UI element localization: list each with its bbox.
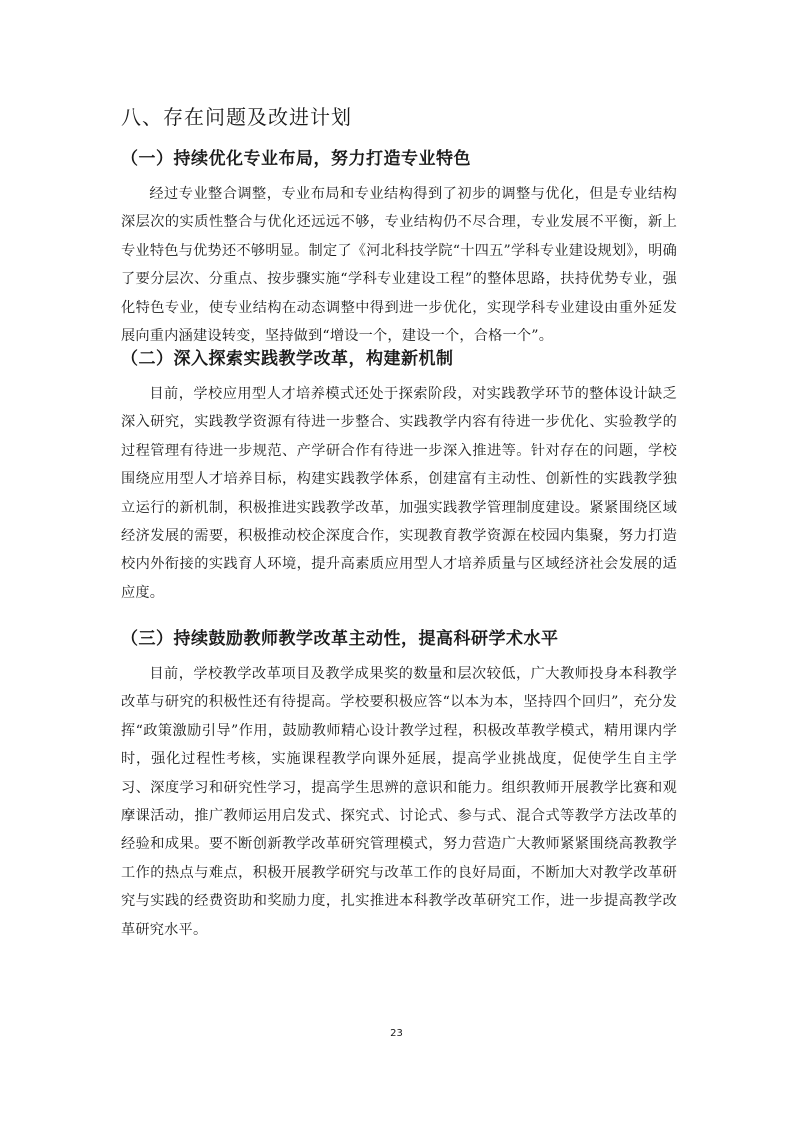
section-heading-2: （二）深入探索实践教学改革，构建新机制	[121, 349, 454, 369]
section-paragraph-1: 经过专业整合调整，专业布局和专业结构得到了初步的调整与优化，但是专业结构深层次的实质性整合与优化还远远不够，专业结构仍不尽合理，专业发展不平衡，新上专业特色与优势还不够明显。制定了《河北科技学院“十四五”学科专业建设规划》，明确了要分层次、分重点、按步骤实施“学科专业建设工程”的整体思路，扶持优势专业，强化特色专业，使专业结构在动态调整中得到进一步优化，实现学科专业建设由重外延发展向重内涵建设转变，坚持做到“增设一个，建设一个，合格一个”。	[121, 186, 677, 345]
section-heading-1: （一）持续优化专业布局，努力打造专业特色	[121, 149, 471, 169]
section-paragraph-3: 目前，学校教学改革项目及教学成果奖的数量和层次较低，广大教师投身本科教学改革与研究的积极性还有待提高。学校要积极应答“以本为本，坚持四个回归”，充分发挥“政策激励引导”作用，鼓励教师精心设计教学过程，积极改革教学模式，精用课内学时，强化过程性考核，实施课程教学向课外延展，提高学业挑战度，促使学生自主学习、深度学习和研究性学习，提高学生思辨的意识和能力。组织教师开展教学比赛和观摩课活动，推广教师运用启发式、探究式、讨论式、参与式、混合式等教学方法改革的经验和成果。要不断创新教学改革研究管理模式，努力营造广大教师紧紧围绕高教教学工作的热点与难点，积极开展教学研究与改革工作的良好局面，不断加大对教学改革研究与实践的经费资助和奖励力度，扎实推进本科教学改革研究工作，进一步提高教学改革研究水平。	[121, 666, 677, 938]
page-number: 23	[390, 1028, 403, 1039]
section-heading-3: （三）持续鼓励教师教学改革主动性，提高科研学术水平	[121, 629, 559, 649]
chapter-title: 八、存在问题及改进计划	[121, 105, 352, 129]
section-paragraph-2: 目前，学校应用型人才培养模式还处于探索阶段，对实践教学环节的整体设计缺乏深入研究，实践教学资源有待进一步整合、实践教学内容有待进一步优化、实验教学的过程管理有待进一步规范、产学研合作有待进一步深入推进等。针对存在的问题，学校围绕应用型人才培养目标，构建实践教学体系，创建富有主动性、创新性的实践教学独立运行的新机制，积极推进实践教学改革，加强实践教学管理制度建设。紧紧围绕区域经济发展的需要，积极推动校企深度合作，实现教育教学资源在校园内集聚，努力打造校内外衔接的实践育人环境，提升高素质应用型人才培养质量与区域经济社会发展的适应度。	[121, 386, 677, 601]
